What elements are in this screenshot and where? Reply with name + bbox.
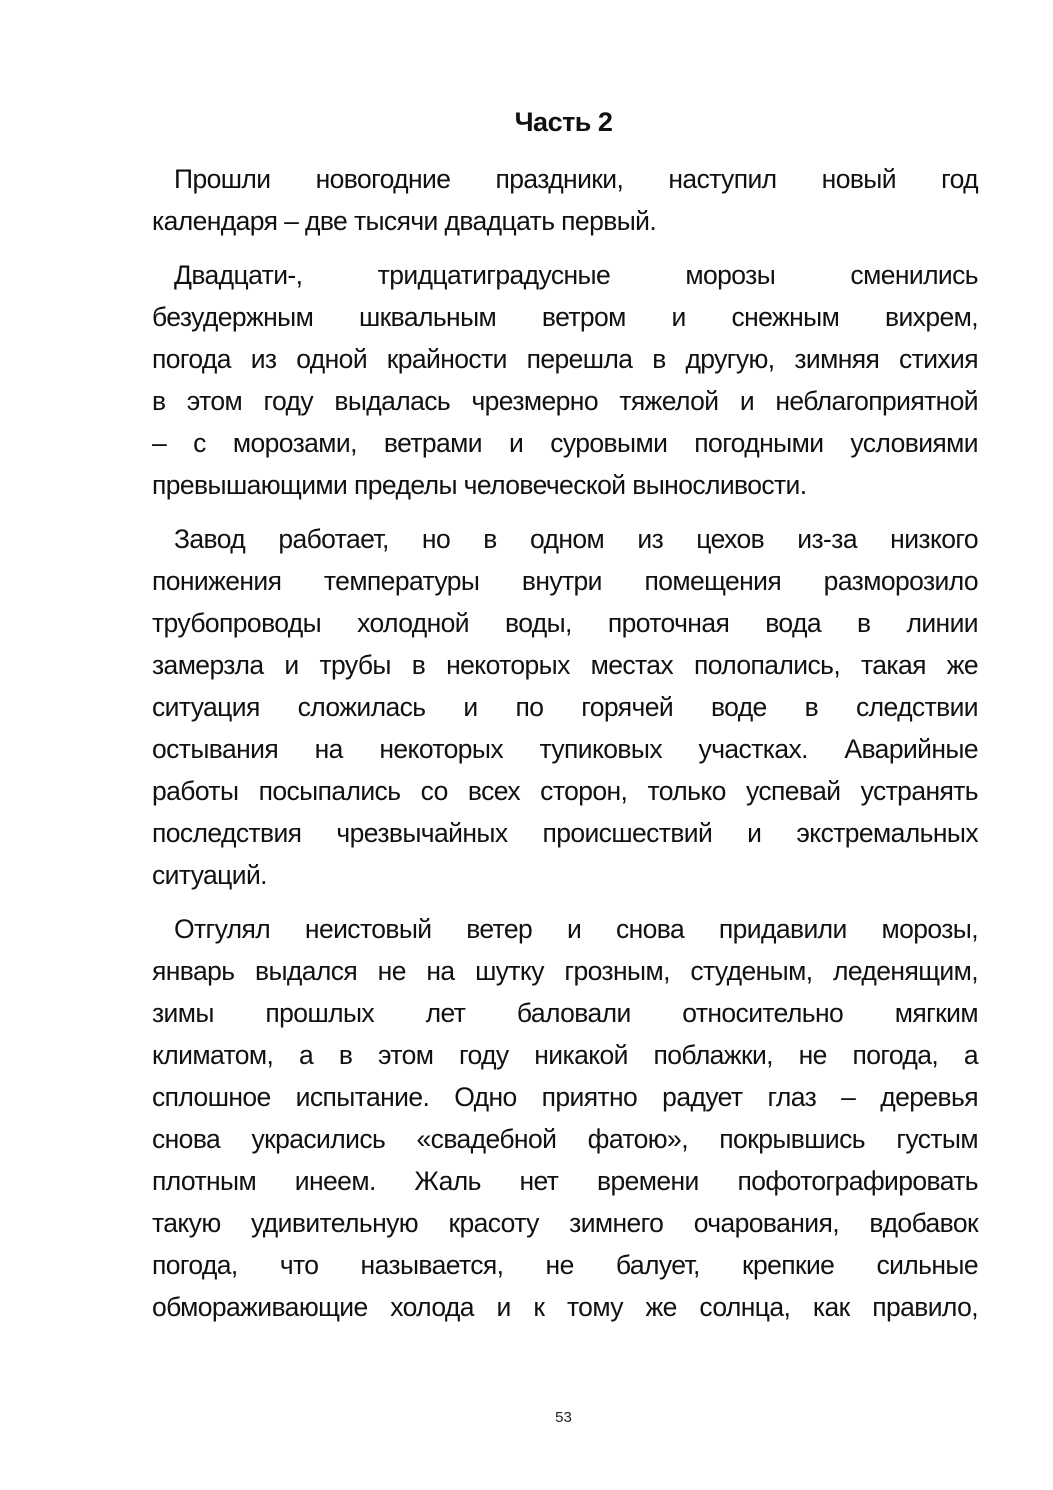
text-line: безудержным шквальным ветром и снежным вихрем,	[152, 302, 978, 332]
text-line: Завод работает, но в одном из цехов из-за низкого	[174, 524, 978, 554]
text-line: в этом году выдалась чрезмерно тяжелой и неблагоприятной	[152, 386, 978, 416]
paragraph	[152, 518, 978, 896]
text-line: ситуация сложилась и по горячей воде в следствии	[152, 692, 978, 722]
paragraph	[152, 254, 978, 506]
text-line: понижения температуры внутри помещения разморозило	[152, 566, 978, 596]
text-line: превышающими пределы человеческой выносливости.	[152, 470, 807, 500]
text-line: климатом, а в этом году никакой поблажки, не погода, а	[152, 1040, 978, 1070]
text-line: трубопроводы холодной воды, проточная вода в линии	[152, 608, 978, 638]
text-line: плотным инеем. Жаль нет времени пофотографировать	[152, 1166, 978, 1196]
page-number: 53	[555, 1409, 572, 1426]
text-line: Прошли новогодние праздники, наступил новый год	[174, 164, 978, 194]
text-line: погода, что называется, не балует, крепкие сильные	[152, 1250, 978, 1280]
paragraph	[152, 908, 978, 1328]
text-line: Отгулял неистовый ветер и снова придавили морозы,	[174, 914, 978, 944]
text-line: сплошное испытание. Одно приятно радует глаз – деревья	[152, 1082, 978, 1112]
text-line: обмораживающие холода и к тому же солнца, как правило,	[152, 1292, 978, 1322]
text-line: погода из одной крайности перешла в другую, зимняя стихия	[152, 344, 978, 374]
text-line: календаря – две тысячи двадцать первый.	[152, 206, 657, 236]
text-line: – с морозами, ветрами и суровыми погодными условиями	[152, 428, 978, 458]
text-line: январь выдался не на шутку грозным, студеным, леденящим,	[152, 956, 978, 986]
text-line: замерзла и трубы в некоторых местах полопались, такая же	[152, 650, 978, 680]
text-line: снова украсились «свадебной фатою», покрывшись густым	[152, 1124, 978, 1154]
text-line: ситуаций.	[152, 860, 267, 890]
text-line: последствия чрезвычайных происшествий и экстремальных	[152, 818, 978, 848]
text-line: работы посыпались со всех сторон, только успевай устранять	[152, 776, 978, 806]
text-line: остывания на некоторых тупиковых участках. Аварийные	[152, 734, 978, 764]
body-text	[152, 158, 978, 1340]
text-line: зимы прошлых лет баловали относительно мягким	[152, 998, 978, 1028]
paragraph	[152, 158, 978, 242]
chapter-heading: Часть 2	[514, 107, 613, 137]
text-line: Двадцати-, тридцатиградусные морозы сменились	[174, 260, 978, 290]
text-line: такую удивительную красоту зимнего очарования, вдобавок	[152, 1208, 978, 1238]
